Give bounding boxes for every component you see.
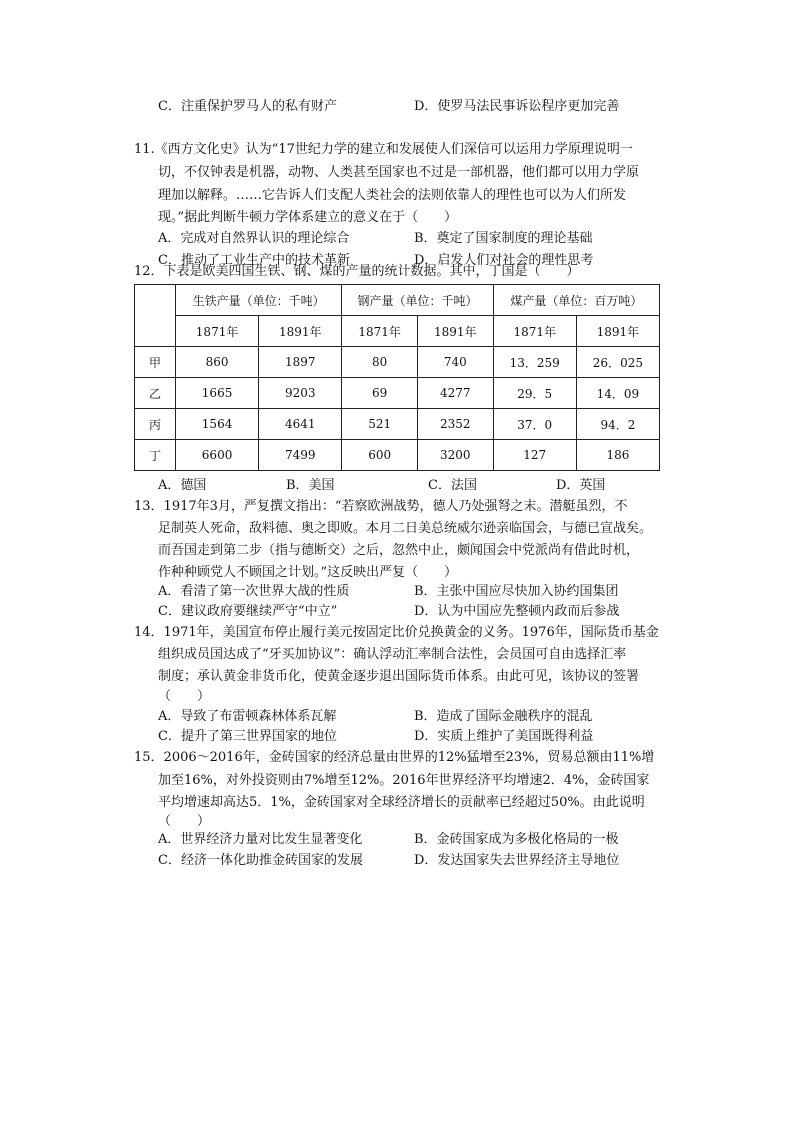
q15-stem-line-3: 平均增速却高达5．1%，金砖国家对全球经济增长的贡献率已经超过50%。由此说明 — [158, 795, 645, 810]
q15-option-b: B．金砖国家成为多极化格局的一极 — [414, 832, 619, 847]
table-cell: 740 — [417, 347, 493, 378]
year-header: 1871年 — [176, 316, 259, 347]
q14-option-d: D．实质上维护了美国既得利益 — [414, 729, 594, 744]
q13-option-d: D．认为中国应先整顿内政而后参战 — [414, 604, 620, 619]
table-cell: 69 — [342, 378, 418, 409]
country-cell: 丁 — [135, 440, 176, 471]
table-cell: 1564 — [176, 409, 259, 440]
table-cell: 3200 — [417, 440, 493, 471]
table-cell: 80 — [342, 347, 418, 378]
header-coal: 煤产量（单位：百万吨） — [493, 285, 659, 316]
table-row — [135, 378, 660, 409]
year-header: 1891年 — [417, 316, 493, 347]
table-cell: 2352 — [417, 409, 493, 440]
table-cell: 37．0 — [493, 409, 576, 440]
q13-stem-line-3: 而吾国走到第二步（指与德断交）之后，忽然中止，颇闻国会中党派尚有借此时机， — [158, 543, 640, 558]
table-cell: 7499 — [259, 440, 342, 471]
table-cell: 29．5 — [493, 378, 576, 409]
q15-stem-line-2: 加至16%，对外投资则由7%增至12%。2016年世界经济平均增速2．4%，金砖国家 — [158, 773, 650, 788]
table-cell: 1665 — [176, 378, 259, 409]
q12-stem: 12．下表是欧美四国生铁、钢、煤的产量的统计数据。其中，丁国是（ ） — [134, 264, 580, 279]
q13-option-a: A．看清了第一次世界大战的性质 — [158, 584, 350, 599]
table-cell: 127 — [493, 440, 576, 471]
table-cell: 600 — [342, 440, 418, 471]
table-cell: 26．025 — [576, 347, 659, 378]
q14-stem-line-2: 组织成员国达成了“牙买加协议”：确认浮动汇率制合法性，会员国可自由选择汇率 — [158, 647, 627, 662]
q14-stem-line-4: （ ） — [158, 689, 211, 704]
country-cell: 丙 — [135, 409, 176, 440]
header-pig-iron: 生铁产量（单位：千吨） — [176, 285, 342, 316]
table-cell: 4641 — [259, 409, 342, 440]
production-table — [134, 284, 660, 471]
table-row — [135, 440, 660, 471]
q12-option-a: A．德国 — [158, 478, 207, 493]
q11-stem-line-1: 11.《西方文化史》认为“17世纪力学的建立和发展使人们深信可以运用力学原理说明一 — [134, 142, 633, 157]
q13-stem-line-1: 13．1917年3月，严复撰文指出：“若察欧洲战势，德人乃处强弩之末。潜艇虽烈，不 — [134, 499, 628, 514]
q15-option-c: C．经济一体化助推金砖国家的发展 — [158, 853, 363, 868]
table-cell: 4277 — [417, 378, 493, 409]
table-corner-cell — [135, 285, 176, 347]
q13-stem-line-2: 足制英人死命，敌料德、奥之即败。本月二日美总统威尔逊亲临国会，与德已宣战矣。 — [158, 521, 653, 536]
q12-option-c: C．法国 — [428, 478, 477, 493]
table-cell: 9203 — [259, 378, 342, 409]
q13-option-c: C．建议政府要继续严守“中立” — [158, 604, 338, 619]
table-cell: 94．2 — [576, 409, 659, 440]
q12-option-b: B．美国 — [286, 478, 335, 493]
year-header: 1891年 — [576, 316, 659, 347]
q11-stem-line-3: 理加以解释。……它告诉人们支配人类社会的法则依靠人的理性也可以为人们所发 — [158, 188, 627, 203]
q15-stem-line-1: 15．2006～2016年，金砖国家的经济总量由世界的12%猛增至23%，贸易总额由11%增 — [134, 750, 655, 765]
table-cell: 6600 — [176, 440, 259, 471]
year-header: 1871年 — [493, 316, 576, 347]
country-cell: 甲 — [135, 347, 176, 378]
q15-stem-line-4: （ ） — [158, 814, 211, 829]
q11-stem-line-2: 切，不仅钟表是机器，动物、人类甚至国家也不过是一部机器，他们都可以用力学原 — [158, 165, 640, 180]
q15-option-d: D．发达国家失去世界经济主导地位 — [414, 853, 620, 868]
table-cell: 14．09 — [576, 378, 659, 409]
year-header: 1891年 — [259, 316, 342, 347]
q11-option-b: B．奠定了国家制度的理论基础 — [414, 231, 593, 246]
q14-option-c: C．提升了第三世界国家的地位 — [158, 729, 337, 744]
q11-option-a: A．完成对自然界认识的理论综合 — [158, 231, 350, 246]
table-row — [135, 409, 660, 440]
q13-stem-line-4: 作种种顾党人不顾国之计划。”这反映出严复（ ） — [158, 565, 458, 580]
table-row — [135, 347, 660, 378]
q12-option-d: D．英国 — [556, 478, 606, 493]
header-steel: 钢产量（单位：千吨） — [342, 285, 493, 316]
q11-option-c: C．推动了工业生产中的技术革新 — [158, 253, 350, 268]
q14-stem-line-3: 制度；承认黄金非货币化，使黄金逐步退出国际货币体系。由此可见，该协议的签署 — [158, 669, 640, 684]
q11-option-d: D．启发人们对社会的理性思考 — [414, 253, 594, 268]
table-cell: 1897 — [259, 347, 342, 378]
q15-option-a: A．世界经济力量对比发生显著变化 — [158, 832, 363, 847]
q14-option-a: A．导致了布雷顿森林体系瓦解 — [158, 709, 337, 724]
table-cell: 860 — [176, 347, 259, 378]
q11-stem-line-4: 现。”据此判断牛顿力学体系建立的意义在于（ ） — [158, 210, 458, 225]
q10-option-d: D．使罗马法民事诉讼程序更加完善 — [414, 99, 620, 114]
q10-option-c: C．注重保护罗马人的私有财产 — [158, 99, 337, 114]
q13-option-b: B．主张中国应尽快加入协约国集团 — [414, 584, 619, 599]
q14-option-b: B．造成了国际金融秩序的混乱 — [414, 709, 593, 724]
q14-stem-line-1: 14．1971年，美国宣布停止履行美元按固定比价兑换黄金的义务。1976年，国际货币基金 — [134, 625, 659, 640]
table-cell: 186 — [576, 440, 659, 471]
year-header: 1871年 — [342, 316, 418, 347]
table-cell: 521 — [342, 409, 418, 440]
country-cell: 乙 — [135, 378, 176, 409]
table-header-row — [135, 285, 660, 316]
table-cell: 13．259 — [493, 347, 576, 378]
table-year-row — [135, 316, 660, 347]
